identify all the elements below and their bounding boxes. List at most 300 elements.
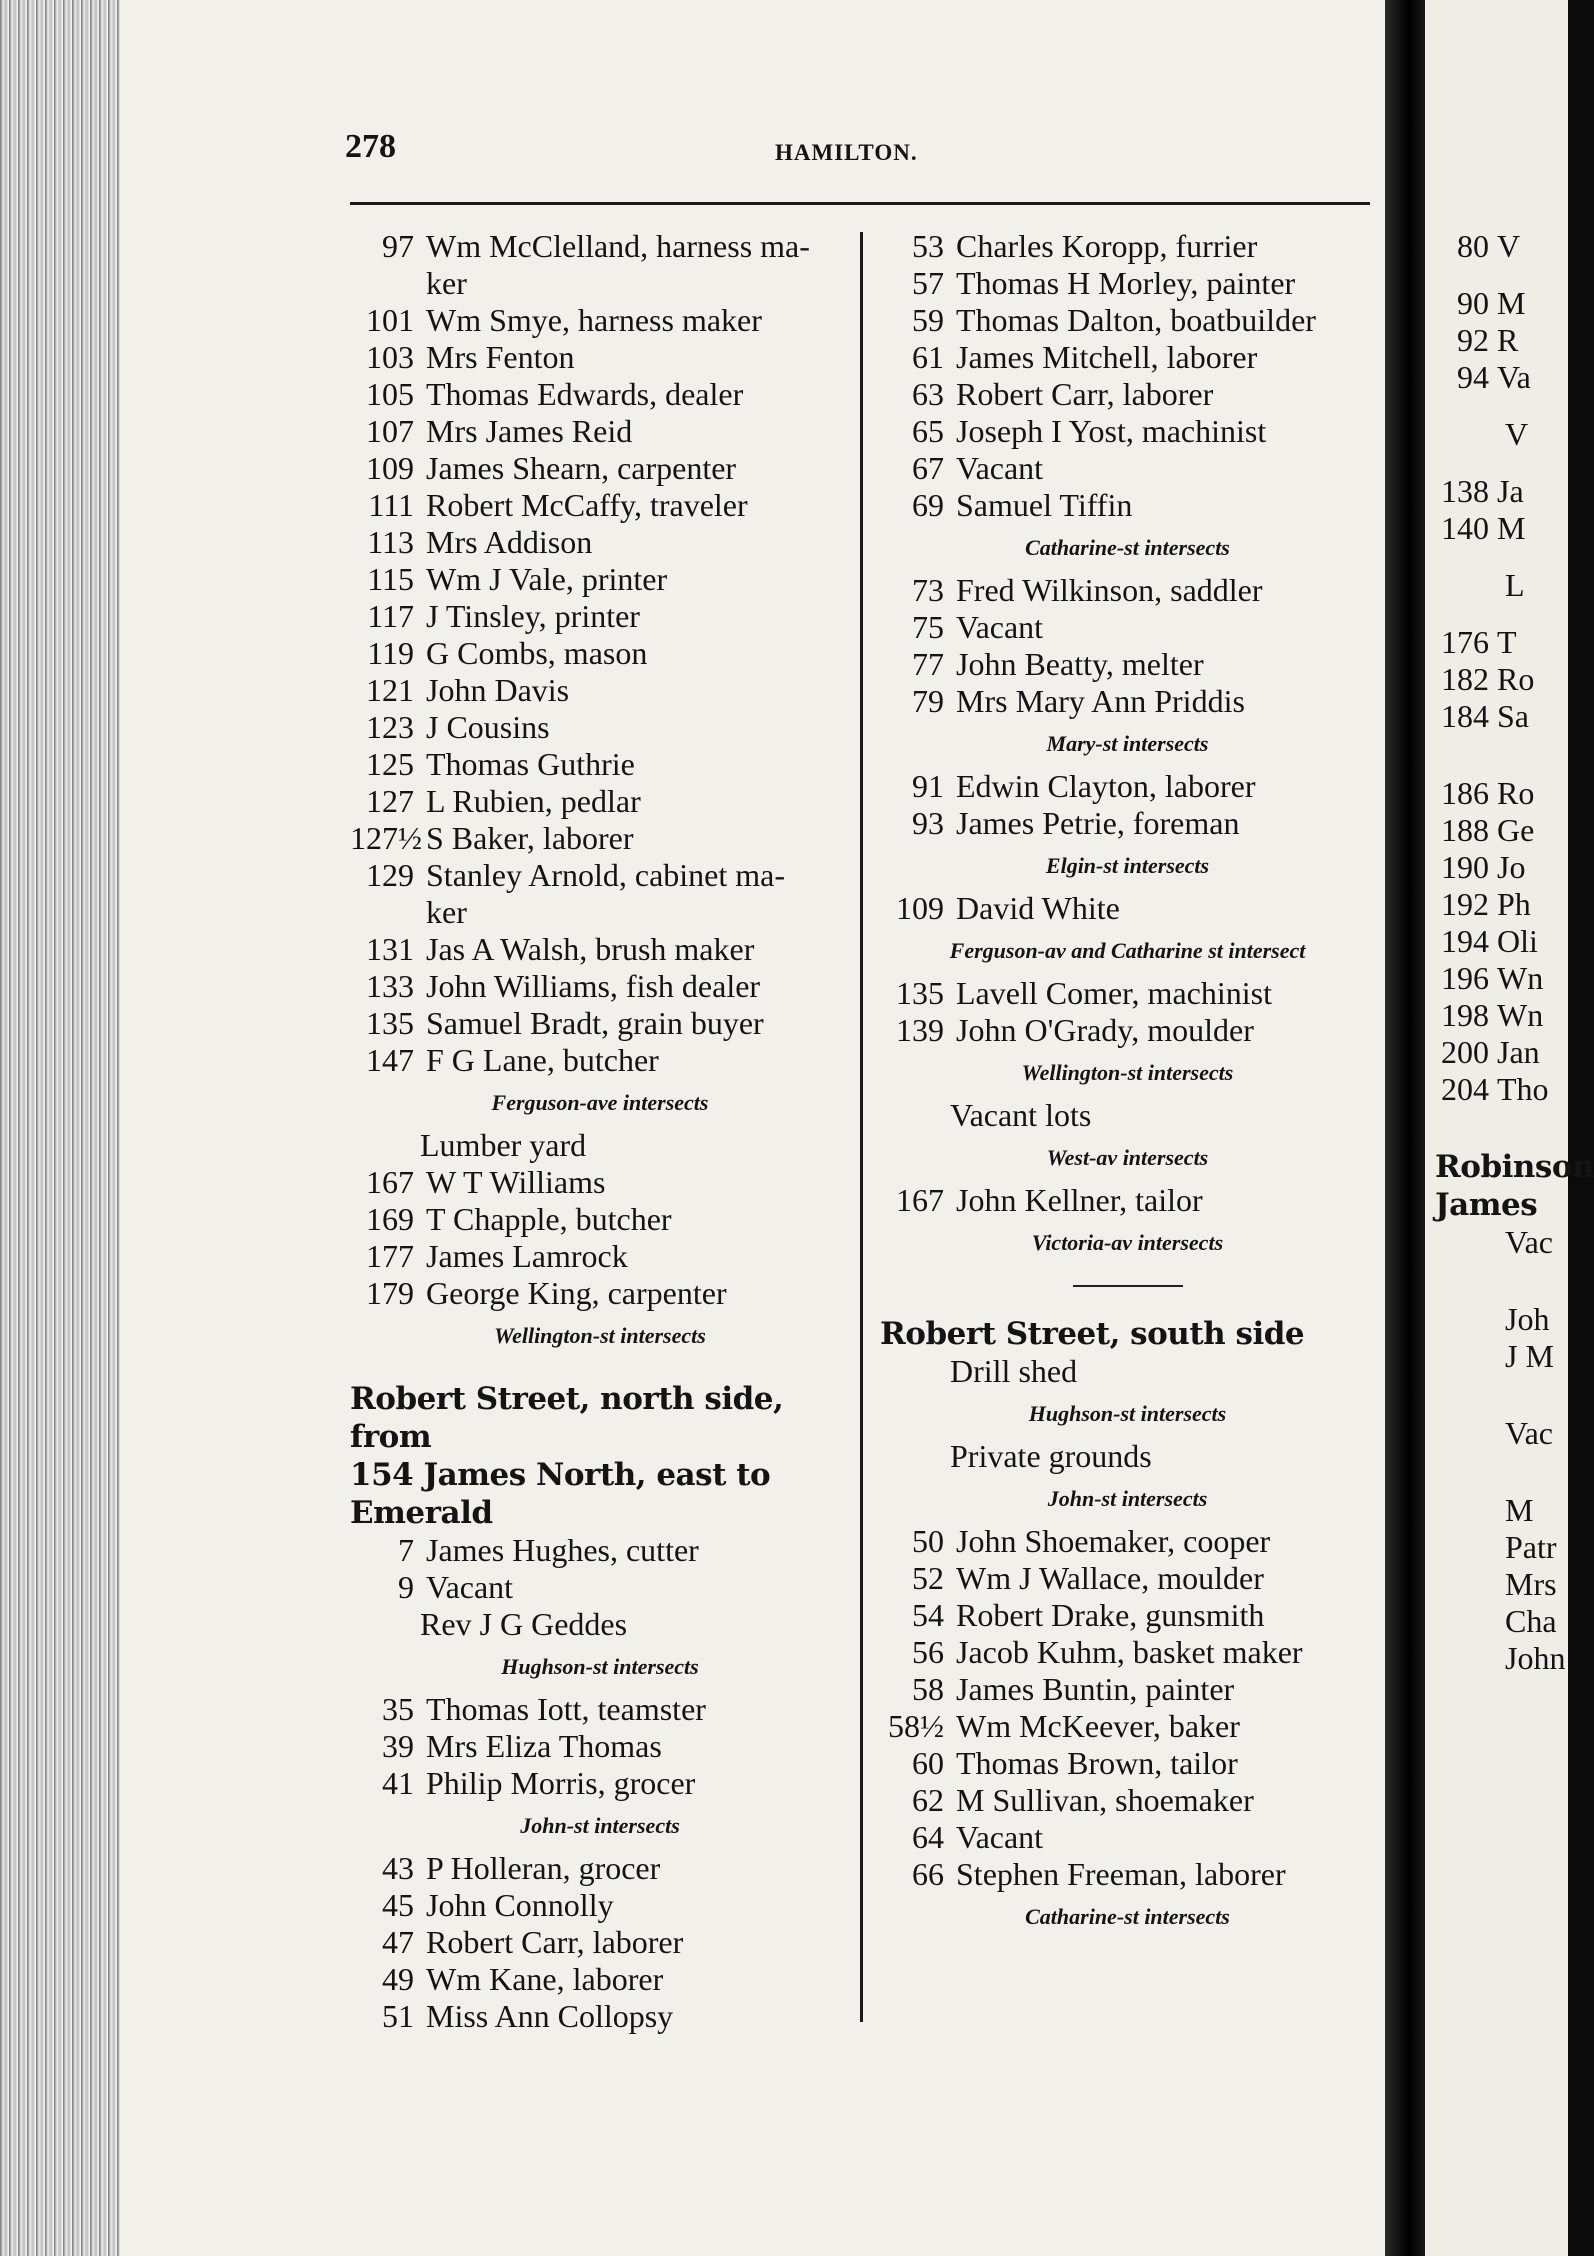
street-heading: Robert Street, south side bbox=[880, 1316, 1305, 1352]
resident-name: John Beatty, melter bbox=[956, 646, 1204, 682]
resident-name: John Kellner, tailor bbox=[956, 1182, 1203, 1218]
house-number: 179 bbox=[366, 1275, 414, 1311]
directory-entry bbox=[350, 339, 850, 376]
directory-entry bbox=[1435, 661, 1575, 698]
street-heading: Robert Street, north side, from bbox=[350, 1381, 784, 1455]
directory-entry bbox=[350, 1765, 850, 1802]
directory-entry bbox=[350, 413, 850, 450]
directory-entry bbox=[880, 975, 1375, 1012]
resident-name: Wm J Wallace, moulder bbox=[956, 1560, 1264, 1596]
house-number: 77 bbox=[912, 646, 944, 682]
spacer bbox=[1435, 1452, 1575, 1472]
resident-name: Jas A Walsh, brush maker bbox=[426, 931, 755, 967]
resident-name: Thomas Brown, tailor bbox=[956, 1745, 1238, 1781]
directory-entry bbox=[350, 1005, 850, 1042]
house-number: 131 bbox=[366, 931, 414, 967]
street-heading: 154 James North, east to bbox=[350, 1457, 771, 1493]
resident-name: Vacant bbox=[956, 609, 1044, 645]
house-number: 75 bbox=[912, 609, 944, 645]
resident-name: Wm J Vale, printer bbox=[426, 561, 668, 597]
resident-name: Samuel Bradt, grain buyer bbox=[426, 1005, 764, 1041]
unnumbered-entry: Drill shed bbox=[950, 1353, 1078, 1389]
cross-street-note: Elgin-st intersects bbox=[1045, 853, 1210, 878]
directory-entry bbox=[350, 524, 850, 561]
resident-name: Vacant bbox=[426, 1569, 514, 1605]
house-number: 139 bbox=[896, 1012, 944, 1048]
spacer bbox=[350, 1360, 850, 1380]
right-column bbox=[880, 228, 1375, 1941]
house-number: 94 bbox=[1457, 359, 1489, 395]
directory-entry bbox=[880, 1597, 1375, 1634]
directory-entry bbox=[880, 376, 1375, 413]
house-number: 198 bbox=[1441, 997, 1489, 1033]
house-number: 41 bbox=[382, 1765, 414, 1801]
house-number: 121 bbox=[366, 672, 414, 708]
resident-name: Va bbox=[1497, 359, 1531, 395]
spacer bbox=[1435, 1375, 1575, 1395]
directory-entry bbox=[1435, 1071, 1575, 1108]
directory-entry bbox=[350, 1887, 850, 1924]
resident-name: Charles Koropp, furrier bbox=[956, 228, 1258, 264]
house-number: 90 bbox=[1457, 285, 1489, 321]
house-number: 204 bbox=[1441, 1071, 1489, 1107]
house-number: 35 bbox=[382, 1691, 414, 1727]
resident-name: Robert Drake, gunsmith bbox=[956, 1597, 1265, 1633]
resident-name: Joseph I Yost, machinist bbox=[956, 413, 1267, 449]
resident-name: Wm Kane, laborer bbox=[426, 1961, 664, 1997]
resident-name: P Holleran, grocer bbox=[426, 1850, 661, 1886]
directory-entry bbox=[350, 1728, 850, 1765]
directory-entry bbox=[880, 1560, 1375, 1597]
house-number: 9 bbox=[398, 1569, 414, 1605]
directory-entry bbox=[880, 805, 1375, 842]
directory-entry bbox=[350, 672, 850, 709]
unnumbered-entry: Rev J G Geddes bbox=[420, 1606, 628, 1642]
house-number: 129 bbox=[366, 857, 414, 893]
house-number: 196 bbox=[1441, 960, 1489, 996]
resident-name: John Shoemaker, cooper bbox=[956, 1523, 1271, 1559]
resident-name: James Hughes, cutter bbox=[426, 1532, 699, 1568]
unnumbered-entry: J M bbox=[1505, 1338, 1554, 1374]
page-header bbox=[345, 120, 1385, 180]
directory-entry bbox=[1435, 285, 1575, 322]
house-number: 59 bbox=[912, 302, 944, 338]
directory-entry bbox=[880, 1856, 1375, 1893]
house-number: 47 bbox=[382, 1924, 414, 1960]
directory-entry bbox=[880, 646, 1375, 683]
resident-name: J Cousins bbox=[426, 709, 550, 745]
house-number: 167 bbox=[366, 1164, 414, 1200]
resident-name: F G Lane, butcher bbox=[426, 1042, 659, 1078]
resident-name: Stephen Freeman, laborer bbox=[956, 1856, 1286, 1892]
resident-name: W T Williams bbox=[426, 1164, 606, 1200]
house-number: 51 bbox=[382, 1998, 414, 2034]
house-number: 105 bbox=[366, 376, 414, 412]
directory-entry bbox=[350, 1569, 850, 1606]
house-number: 133 bbox=[366, 968, 414, 1004]
house-number: 107 bbox=[366, 413, 414, 449]
resident-name: M bbox=[1497, 285, 1526, 321]
directory-entry bbox=[880, 1782, 1375, 1819]
resident-name: Thomas Edwards, dealer bbox=[426, 376, 744, 412]
directory-entry bbox=[1435, 997, 1575, 1034]
house-number: 93 bbox=[912, 805, 944, 841]
directory-entry bbox=[880, 228, 1375, 265]
resident-name: Thomas Dalton, boatbuilder bbox=[956, 302, 1316, 338]
spacer bbox=[1435, 1395, 1575, 1415]
resident-name: Philip Morris, grocer bbox=[426, 1765, 696, 1801]
unnumbered-entry: John bbox=[1505, 1640, 1566, 1676]
resident-name: John Davis bbox=[426, 672, 570, 708]
resident-name: G Combs, mason bbox=[426, 635, 648, 671]
resident-name: Oli bbox=[1497, 923, 1538, 959]
spacer bbox=[1435, 1281, 1575, 1301]
unnumbered-entry: Cha bbox=[1505, 1603, 1557, 1639]
house-number: 49 bbox=[382, 1961, 414, 1997]
cross-street-note: John-st intersects bbox=[520, 1813, 680, 1838]
unnumbered-entry: Mrs bbox=[1505, 1566, 1557, 1602]
house-number: 109 bbox=[896, 890, 944, 926]
house-number: 92 bbox=[1457, 322, 1489, 358]
house-number: 140 bbox=[1441, 510, 1489, 546]
resident-name: Fred Wilkinson, saddler bbox=[956, 572, 1263, 608]
house-number: 69 bbox=[912, 487, 944, 523]
cross-street-note: John-st intersects bbox=[1047, 1486, 1208, 1511]
unnumbered-entry: Joh bbox=[1505, 1301, 1550, 1337]
resident-name: Wn bbox=[1497, 960, 1544, 996]
page-number: 278 bbox=[345, 128, 396, 165]
house-number: 64 bbox=[912, 1819, 944, 1855]
header-rule bbox=[350, 202, 1370, 205]
cross-street-note: Catharine-st intersects bbox=[1025, 1904, 1230, 1929]
resident-name: L Rubien, pedlar bbox=[426, 783, 641, 819]
directory-entry bbox=[350, 598, 850, 635]
house-number: 184 bbox=[1441, 698, 1489, 734]
resident-name: Mrs Mary Ann Priddis bbox=[956, 683, 1245, 719]
resident-name: James Buntin, painter bbox=[956, 1671, 1235, 1707]
house-number: 177 bbox=[366, 1238, 414, 1274]
house-number: 61 bbox=[912, 339, 944, 375]
book-gutter bbox=[1385, 0, 1425, 2256]
cross-street-note: Victoria-av intersects bbox=[1031, 1230, 1224, 1255]
directory-entry bbox=[350, 968, 850, 1005]
house-number: 182 bbox=[1441, 661, 1489, 697]
spacer bbox=[1435, 755, 1575, 775]
resident-name: M bbox=[1497, 510, 1526, 546]
resident-name: Miss Ann Collopsy bbox=[426, 1998, 674, 2034]
house-number: 91 bbox=[912, 768, 944, 804]
cross-street-note: Mary-st intersects bbox=[1046, 731, 1209, 756]
house-number: 58 bbox=[912, 1671, 944, 1707]
resident-name: Jacob Kuhm, basket maker bbox=[956, 1634, 1303, 1670]
directory-entry bbox=[350, 1042, 850, 1079]
directory-entry bbox=[880, 413, 1375, 450]
house-number: 45 bbox=[382, 1887, 414, 1923]
unnumbered-entry: Vacant lots bbox=[950, 1097, 1092, 1133]
cross-street-note: Hughson-st intersects bbox=[1028, 1401, 1227, 1426]
resident-name: R bbox=[1497, 322, 1519, 358]
house-number: 188 bbox=[1441, 812, 1489, 848]
resident-name: Ph bbox=[1497, 886, 1531, 922]
house-number: 117 bbox=[367, 598, 414, 634]
house-number: 138 bbox=[1441, 473, 1489, 509]
resident-name: Jan bbox=[1497, 1034, 1540, 1070]
house-number: 54 bbox=[912, 1597, 944, 1633]
spacer bbox=[1435, 1472, 1575, 1492]
resident-name: Edwin Clayton, laborer bbox=[956, 768, 1256, 804]
unnumbered-entry: Lumber yard bbox=[420, 1127, 587, 1163]
cross-street-note: West-av intersects bbox=[1046, 1145, 1209, 1170]
directory-entry bbox=[350, 228, 850, 265]
cross-street-note: Hughson-st intersects bbox=[501, 1654, 699, 1679]
directory-entry bbox=[1435, 473, 1575, 510]
resident-name: Robert McCaffy, traveler bbox=[426, 487, 748, 523]
house-number: 53 bbox=[912, 228, 944, 264]
directory-entry bbox=[350, 376, 850, 413]
resident-name: Wm McClelland, harness ma- bbox=[426, 228, 810, 264]
resident-name: Mrs Fenton bbox=[426, 339, 575, 375]
directory-entry bbox=[350, 635, 850, 672]
house-number: 101 bbox=[366, 302, 414, 338]
directory-entry bbox=[1435, 775, 1575, 812]
directory-entry bbox=[350, 931, 850, 968]
resident-name: James Shearn, carpenter bbox=[426, 450, 737, 486]
spacer bbox=[1435, 604, 1575, 624]
house-number: 169 bbox=[366, 1201, 414, 1237]
directory-entry bbox=[350, 1164, 850, 1201]
directory-entry bbox=[1435, 228, 1575, 265]
spacer bbox=[1435, 1128, 1575, 1148]
house-number: 39 bbox=[382, 1728, 414, 1764]
unnumbered-entry: L bbox=[1505, 567, 1525, 603]
directory-entry bbox=[880, 302, 1375, 339]
directory-entry bbox=[880, 1182, 1375, 1219]
resident-name: Mrs Addison bbox=[426, 524, 593, 560]
house-number: 52 bbox=[912, 1560, 944, 1596]
directory-entry bbox=[880, 572, 1375, 609]
directory-entry bbox=[350, 1532, 850, 1569]
spacer bbox=[1435, 735, 1575, 755]
house-number: 176 bbox=[1441, 624, 1489, 660]
house-number: 50 bbox=[912, 1523, 944, 1559]
directory-entry bbox=[1435, 923, 1575, 960]
directory-entry bbox=[350, 857, 850, 894]
house-number: 147 bbox=[366, 1042, 414, 1078]
directory-entry bbox=[880, 1819, 1375, 1856]
directory-entry bbox=[880, 890, 1375, 927]
cross-street-note: Ferguson-ave intersects bbox=[491, 1090, 709, 1115]
resident-name: James Lamrock bbox=[426, 1238, 628, 1274]
house-number: 80 bbox=[1457, 228, 1489, 264]
directory-entry bbox=[350, 1998, 850, 2035]
cross-street-note: Wellington-st intersects bbox=[1021, 1060, 1234, 1085]
resident-name: Ge bbox=[1497, 812, 1535, 848]
directory-entry bbox=[880, 450, 1375, 487]
resident-name: S Baker, laborer bbox=[426, 820, 634, 856]
directory-entry bbox=[1435, 886, 1575, 923]
resident-name: Robert Carr, laborer bbox=[956, 376, 1214, 412]
running-head: HAMILTON. bbox=[775, 140, 918, 165]
resident-name: Stanley Arnold, cabinet ma- bbox=[426, 857, 786, 893]
directory-entry bbox=[350, 709, 850, 746]
house-number: 63 bbox=[912, 376, 944, 412]
resident-name: Samuel Tiffin bbox=[956, 487, 1133, 523]
cross-street-note: Catharine-st intersects bbox=[1025, 535, 1230, 560]
resident-name: John Connolly bbox=[426, 1887, 614, 1923]
resident-name: James Petrie, foreman bbox=[956, 805, 1240, 841]
resident-name: Mrs Eliza Thomas bbox=[426, 1728, 662, 1764]
house-number: 127½ bbox=[350, 820, 422, 856]
house-number: 62 bbox=[912, 1782, 944, 1818]
resident-name: James Mitchell, laborer bbox=[956, 339, 1258, 375]
entry-continuation: ker bbox=[426, 265, 467, 301]
directory-entry bbox=[880, 265, 1375, 302]
directory-entry bbox=[880, 339, 1375, 376]
house-number: 97 bbox=[382, 228, 414, 264]
directory-entry bbox=[350, 1238, 850, 1275]
street-heading: James bbox=[1435, 1187, 1538, 1223]
unnumbered-entry: Vac bbox=[1505, 1224, 1553, 1260]
resident-name: George King, carpenter bbox=[426, 1275, 727, 1311]
directory-entry bbox=[880, 768, 1375, 805]
cross-street-note: Wellington-st intersects bbox=[494, 1323, 706, 1348]
house-number: 60 bbox=[912, 1745, 944, 1781]
resident-name: V bbox=[1497, 228, 1521, 264]
house-number: 186 bbox=[1441, 775, 1489, 811]
resident-name: Sa bbox=[1497, 698, 1529, 734]
house-number: 127 bbox=[366, 783, 414, 819]
house-number: 115 bbox=[367, 561, 414, 597]
directory-entry bbox=[350, 783, 850, 820]
house-number: 135 bbox=[896, 975, 944, 1011]
resident-name: Wn bbox=[1497, 997, 1544, 1033]
directory-entry bbox=[350, 746, 850, 783]
spacer bbox=[1435, 396, 1575, 416]
directory-entry bbox=[1435, 322, 1575, 359]
house-number: 79 bbox=[912, 683, 944, 719]
directory-entry bbox=[350, 820, 850, 857]
directory-entry bbox=[350, 1850, 850, 1887]
left-column bbox=[350, 228, 850, 2035]
directory-entry bbox=[1435, 960, 1575, 997]
resident-name: Ro bbox=[1497, 661, 1535, 697]
directory-entry bbox=[1435, 849, 1575, 886]
resident-name: Vacant bbox=[956, 450, 1044, 486]
resident-name: David White bbox=[956, 890, 1120, 926]
column-divider bbox=[860, 232, 863, 2022]
directory-entry bbox=[880, 1671, 1375, 1708]
resident-name: Robert Carr, laborer bbox=[426, 1924, 684, 1960]
house-number: 57 bbox=[912, 265, 944, 301]
directory-entry bbox=[880, 609, 1375, 646]
resident-name: Thomas Iott, teamster bbox=[426, 1691, 706, 1727]
directory-entry bbox=[1435, 510, 1575, 547]
street-heading: Robinson bbox=[1435, 1149, 1594, 1185]
resident-name: Tho bbox=[1497, 1071, 1549, 1107]
house-number: 103 bbox=[366, 339, 414, 375]
resident-name: Wm Smye, harness maker bbox=[426, 302, 762, 338]
section-rule bbox=[1073, 1285, 1183, 1287]
directory-entry bbox=[350, 561, 850, 598]
house-number: 190 bbox=[1441, 849, 1489, 885]
house-number: 113 bbox=[367, 524, 414, 560]
directory-entry bbox=[880, 487, 1375, 524]
directory-entry bbox=[350, 1275, 850, 1312]
house-number: 73 bbox=[912, 572, 944, 608]
house-number: 66 bbox=[912, 1856, 944, 1892]
directory-entry bbox=[350, 302, 850, 339]
house-number: 67 bbox=[912, 450, 944, 486]
spacer bbox=[1435, 547, 1575, 567]
house-number: 167 bbox=[896, 1182, 944, 1218]
house-number: 119 bbox=[367, 635, 414, 671]
house-number: 200 bbox=[1441, 1034, 1489, 1070]
directory-entry bbox=[1435, 698, 1575, 735]
resident-name: Thomas H Morley, painter bbox=[956, 265, 1296, 301]
spacer bbox=[1435, 1261, 1575, 1281]
street-heading: Emerald bbox=[350, 1495, 493, 1531]
directory-entry bbox=[350, 487, 850, 524]
house-number: 43 bbox=[382, 1850, 414, 1886]
cross-street-note: Ferguson-av and Catharine st intersect bbox=[949, 938, 1306, 963]
facing-page bbox=[1425, 0, 1594, 2256]
house-number: 123 bbox=[366, 709, 414, 745]
spacer bbox=[1435, 453, 1575, 473]
resident-name: M Sullivan, shoemaker bbox=[956, 1782, 1254, 1818]
directory-entry bbox=[1435, 1034, 1575, 1071]
resident-name: Lavell Comer, machinist bbox=[956, 975, 1272, 1011]
house-number: 56 bbox=[912, 1634, 944, 1670]
unnumbered-entry: Vac bbox=[1505, 1415, 1553, 1451]
resident-name: John O'Grady, moulder bbox=[956, 1012, 1254, 1048]
unnumbered-entry: V bbox=[1505, 416, 1529, 452]
directory-entry bbox=[350, 450, 850, 487]
unnumbered-entry: Patr bbox=[1505, 1529, 1557, 1565]
directory-entry bbox=[880, 1634, 1375, 1671]
directory-entry bbox=[1435, 359, 1575, 396]
house-number: 111 bbox=[368, 487, 414, 523]
house-number: 194 bbox=[1441, 923, 1489, 959]
entry-continuation: ker bbox=[426, 894, 467, 930]
directory-entry bbox=[880, 683, 1375, 720]
book-edge bbox=[0, 0, 120, 2256]
unnumbered-entry: Private grounds bbox=[950, 1438, 1152, 1474]
directory-entry bbox=[350, 1924, 850, 1961]
resident-name: Vacant bbox=[956, 1819, 1044, 1855]
spacer bbox=[1435, 265, 1575, 285]
unnumbered-entry: M bbox=[1505, 1492, 1534, 1528]
directory-entry bbox=[880, 1523, 1375, 1560]
resident-name: T bbox=[1497, 624, 1517, 660]
resident-name: Jo bbox=[1497, 849, 1526, 885]
directory-entry bbox=[350, 1691, 850, 1728]
resident-name: John Williams, fish dealer bbox=[426, 968, 761, 1004]
resident-name: Ja bbox=[1497, 473, 1524, 509]
house-number: 135 bbox=[366, 1005, 414, 1041]
house-number: 58½ bbox=[888, 1708, 944, 1744]
spacer bbox=[1435, 1108, 1575, 1128]
house-number: 192 bbox=[1441, 886, 1489, 922]
house-number: 7 bbox=[398, 1532, 414, 1568]
directory-entry bbox=[350, 1961, 850, 1998]
facing-page-column bbox=[1435, 228, 1594, 1677]
directory-entry bbox=[1435, 812, 1575, 849]
directory-entry bbox=[350, 1201, 850, 1238]
directory-entry bbox=[880, 1012, 1375, 1049]
resident-name: Wm McKeever, baker bbox=[956, 1708, 1240, 1744]
directory-entry bbox=[1435, 624, 1575, 661]
resident-name: Ro bbox=[1497, 775, 1535, 811]
